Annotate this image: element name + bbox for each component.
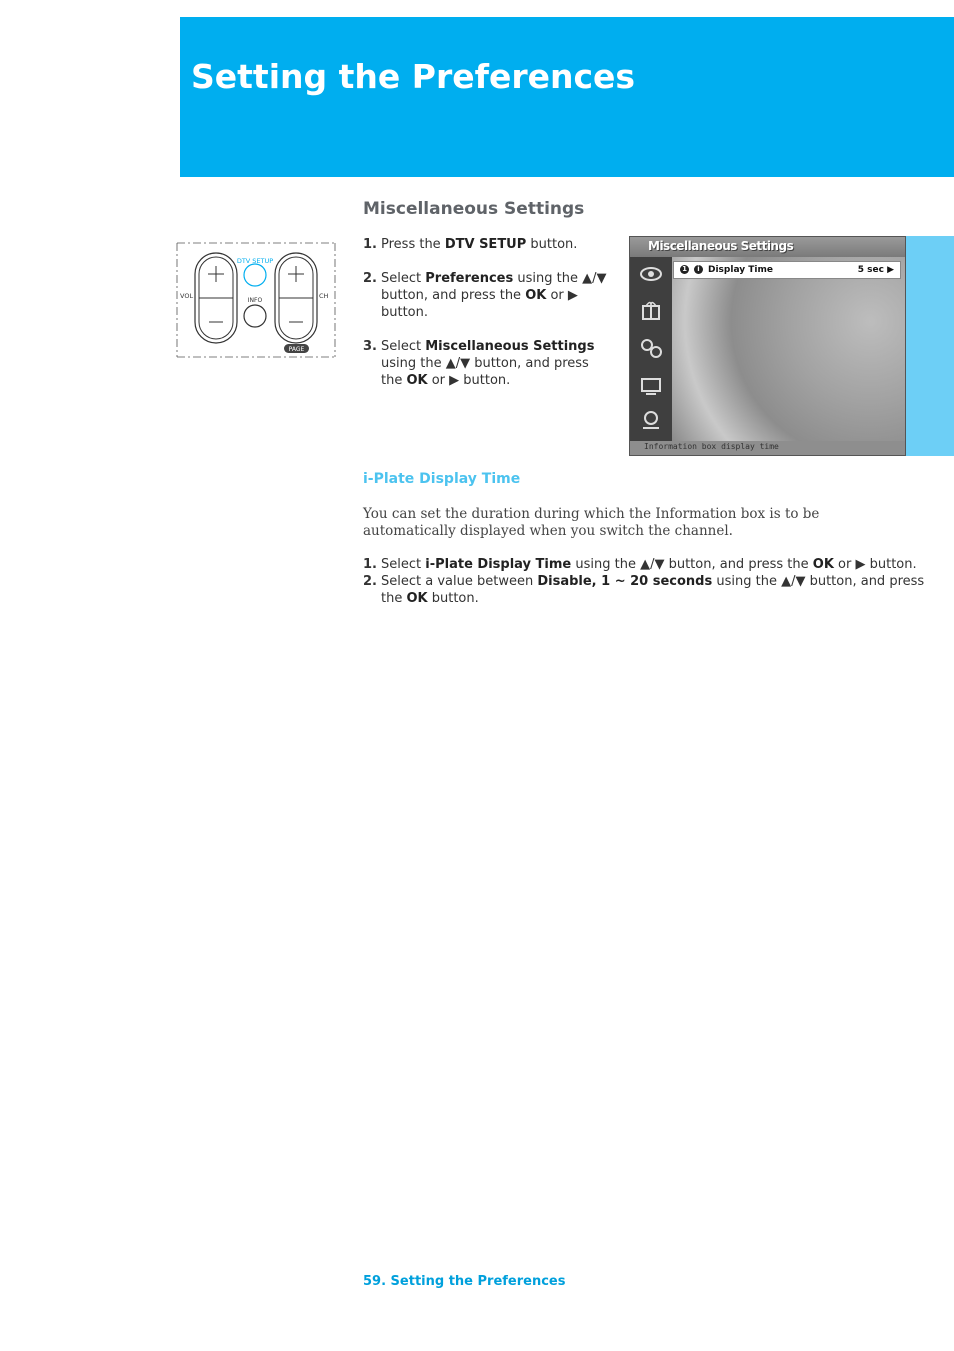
- osd-screen-background: [672, 257, 905, 441]
- osd-status-text: Information box display time: [644, 442, 779, 451]
- step-2: 2. Select Preferences using the ▲/▼ button, and press the OK or ▶ button.: [363, 271, 607, 320]
- section-heading: Miscellaneous Settings: [363, 199, 585, 219]
- dtv-setup-button-icon: [244, 264, 266, 286]
- step-3: 3. Select Miscellaneous Settings using the ▲/▼ button, and press the OK or ▶ button.: [363, 339, 595, 388]
- osd-title: Miscellaneous Settings: [648, 239, 794, 253]
- header-band: [180, 17, 954, 177]
- vol-rocker-icon: [195, 253, 237, 343]
- network-icon: [638, 409, 664, 431]
- number-icon: 1: [680, 265, 689, 274]
- info-label: INFO: [247, 297, 263, 304]
- ch-rocker-icon: [275, 253, 317, 343]
- osd-titlebar: [630, 237, 905, 257]
- osd-status-bar: [630, 441, 905, 455]
- gift-icon: [638, 299, 664, 321]
- osd-display-time-row[interactable]: [673, 261, 901, 279]
- monitor-icon: [638, 375, 664, 397]
- side-tab: [906, 236, 954, 456]
- page-title: Setting the Preferences: [191, 57, 636, 96]
- page-label: PAGE: [288, 346, 305, 353]
- iplate-step-1: 1. Select i-Plate Display Time using the ▲/▼ button, and press the OK or ▶ button.: [363, 557, 917, 572]
- setup-steps: [363, 236, 613, 406]
- description-paragraph: You can set the duration during which the Information box is to be automatically displayed when you switch the channel.: [363, 506, 820, 539]
- osd-screenshot: [629, 236, 906, 456]
- info-icon: i: [694, 265, 703, 274]
- page-footer: 59. Setting the Preferences: [363, 1274, 566, 1289]
- subsection-heading: i-Plate Display Time: [363, 471, 521, 487]
- iplate-step-2: 2. Select a value between Disable, 1 ~ 20 seconds using the ▲/▼ button, and press the OK button.: [363, 574, 925, 606]
- osd-row-label: Display Time: [708, 265, 773, 275]
- ch-label: CH: [319, 292, 329, 300]
- iplate-steps: [363, 556, 943, 607]
- osd-row-value: 5 sec ▶: [857, 265, 894, 275]
- remote-control-illustration: [175, 241, 337, 359]
- osd-sidebar: [630, 257, 672, 441]
- step-1: 1. Press the DTV SETUP button.: [363, 237, 578, 252]
- vol-label: VOL: [180, 292, 194, 300]
- gears-icon: [638, 337, 664, 359]
- dtv-setup-label: DTV SETUP: [236, 257, 274, 265]
- satellite-icon: [638, 263, 664, 285]
- info-button-icon: [244, 305, 266, 327]
